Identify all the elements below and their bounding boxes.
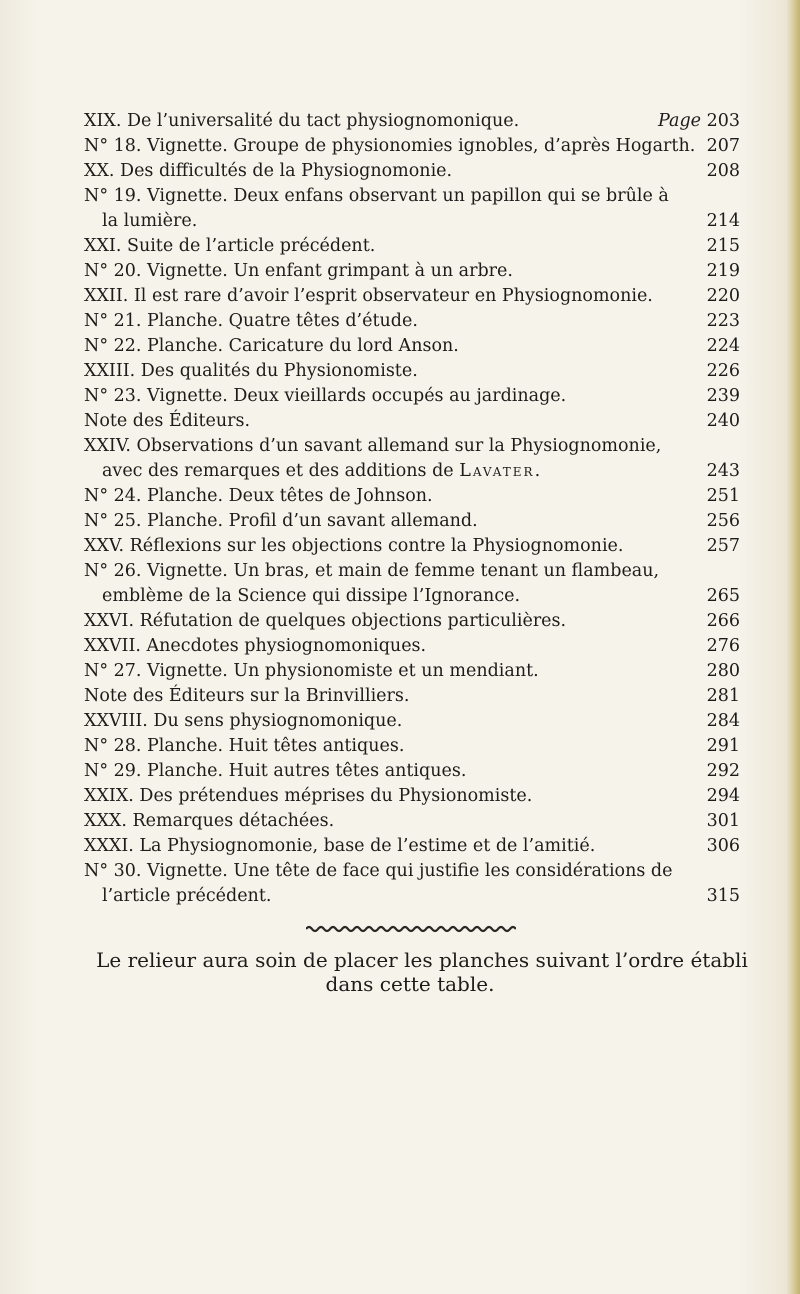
toc-entry bbox=[84, 334, 740, 359]
toc-entry bbox=[84, 284, 740, 309]
toc-entry bbox=[84, 784, 740, 809]
toc-entry-title: emblème de la Science qui dissipe l’Ignorance. bbox=[102, 586, 521, 606]
toc-entry-title bbox=[102, 459, 696, 484]
toc-entry-first-line: N° 19. Vignette. Deux enfans observant un papillon qui se brûle à bbox=[84, 186, 669, 206]
toc-entry-page: 280 bbox=[706, 661, 740, 681]
ornament-divider bbox=[306, 924, 516, 934]
toc-entry-title: XXIII. Des qualités du Physionomiste. bbox=[84, 361, 418, 381]
toc-entry-page: 284 bbox=[706, 711, 740, 731]
toc-entry bbox=[84, 359, 740, 384]
toc-entry-page: 219 bbox=[706, 261, 740, 281]
toc-entry-title: Note des Éditeurs. bbox=[84, 411, 251, 431]
toc-entry bbox=[84, 134, 740, 159]
binder-note bbox=[0, 948, 800, 996]
toc-entry-title: N° 25. Planche. Profil d’un savant allemand. bbox=[84, 511, 478, 531]
toc-entry-page: 203 bbox=[706, 111, 740, 131]
toc-entry-title: XXVI. Réfutation de quelques objections particulières. bbox=[84, 611, 567, 631]
toc-entry-page: 294 bbox=[706, 786, 740, 806]
toc-entry-title: XXVIII. Du sens physiognomonique. bbox=[84, 711, 403, 731]
toc-entry-page: 301 bbox=[706, 811, 740, 831]
toc-entry-page: 220 bbox=[706, 286, 740, 306]
toc-entry-title: N° 29. Planche. Huit autres têtes antiques. bbox=[84, 761, 467, 781]
toc-entry-title: N° 20. Vignette. Un enfant grimpant à un arbre. bbox=[84, 261, 513, 281]
author-name: Lavater. bbox=[459, 461, 543, 481]
binder-note-line1: Le relieur aura soin de placer les planches suivant l’ordre établi bbox=[96, 948, 748, 972]
toc-entry bbox=[84, 684, 740, 709]
toc-entry-title-prefix: avec des remarques et des additions de bbox=[102, 461, 460, 481]
toc-entry-first-line: N° 26. Vignette. Un bras, et main de femme tenant un flambeau, bbox=[84, 561, 660, 581]
toc-entry-title: XXX. Remarques détachées. bbox=[84, 811, 335, 831]
toc-entry-page: 257 bbox=[706, 536, 740, 556]
toc-entry bbox=[84, 259, 740, 284]
toc-entry-page: 276 bbox=[706, 636, 740, 656]
toc-entry-page: 306 bbox=[706, 836, 740, 856]
table-of-contents bbox=[84, 109, 740, 909]
toc-entry-title: XXXI. La Physiognomonie, base de l’estime et de l’amitié. bbox=[84, 836, 596, 856]
toc-entry-page: 292 bbox=[706, 761, 740, 781]
toc-entry-page: 214 bbox=[706, 211, 740, 231]
toc-entry-title: XIX. De l’universalité du tact physiognomonique. bbox=[84, 111, 520, 131]
toc-entry-page-wrap bbox=[650, 109, 740, 134]
toc-entry-page: 256 bbox=[706, 511, 740, 531]
toc-entry bbox=[84, 809, 740, 834]
toc-entry-title: la lumière. bbox=[102, 211, 198, 231]
toc-entry bbox=[84, 159, 740, 184]
toc-entry-continuation bbox=[84, 584, 740, 609]
toc-entry-page: 224 bbox=[706, 336, 740, 356]
toc-entry bbox=[84, 509, 740, 534]
toc-entry-title: N° 24. Planche. Deux têtes de Johnson. bbox=[84, 486, 433, 506]
binder-note-line2: dans cette table. bbox=[325, 972, 495, 996]
toc-entry-title: XXIX. Des prétendues méprises du Physionomiste. bbox=[84, 786, 533, 806]
toc-entry-page: 315 bbox=[706, 886, 740, 906]
toc-entry bbox=[84, 634, 740, 659]
toc-entry-continuation bbox=[84, 459, 740, 484]
toc-entry-title: N° 18. Vignette. Groupe de physionomies ignobles, d’après Hogarth. bbox=[84, 136, 696, 156]
toc-entry bbox=[84, 534, 740, 559]
toc-entry bbox=[84, 709, 740, 734]
toc-entry bbox=[84, 384, 740, 409]
toc-entry-page: 243 bbox=[706, 461, 740, 481]
toc-entry-page: 215 bbox=[706, 236, 740, 256]
toc-entry-title: XXII. Il est rare d’avoir l’esprit observateur en Physiognomonie. bbox=[84, 286, 653, 306]
toc-entry-page: 251 bbox=[706, 486, 740, 506]
toc-entry-title: N° 28. Planche. Huit têtes antiques. bbox=[84, 736, 405, 756]
toc-entry-continuation bbox=[84, 884, 740, 909]
toc-entry-page: 208 bbox=[706, 161, 740, 181]
toc-entry-continuation bbox=[84, 209, 740, 234]
toc-entry bbox=[84, 609, 740, 634]
toc-entry-page: 226 bbox=[706, 361, 740, 381]
toc-entry-title: l’article précédent. bbox=[102, 886, 272, 906]
toc-entry-title: N° 21. Planche. Quatre têtes d’étude. bbox=[84, 311, 418, 331]
toc-entry-page: 223 bbox=[706, 311, 740, 331]
toc-entry-first-line: N° 30. Vignette. Une tête de face qui justifie les considérations de bbox=[84, 861, 673, 881]
toc-entry bbox=[84, 834, 740, 859]
toc-entry bbox=[84, 109, 740, 134]
toc-entry-page: 281 bbox=[706, 686, 740, 706]
toc-entry-page: 265 bbox=[706, 586, 740, 606]
toc-entry-title: N° 22. Planche. Caricature du lord Anson. bbox=[84, 336, 459, 356]
page-edge bbox=[786, 0, 800, 1294]
toc-entry-page: 266 bbox=[706, 611, 740, 631]
toc-entry-page: 239 bbox=[706, 386, 740, 406]
toc-entry bbox=[84, 484, 740, 509]
toc-entry bbox=[84, 759, 740, 784]
toc-entry-title: N° 27. Vignette. Un physionomiste et un mendiant. bbox=[84, 661, 539, 681]
toc-entry-page: 207 bbox=[706, 136, 740, 156]
toc-entry bbox=[84, 234, 740, 259]
toc-entry bbox=[84, 734, 740, 759]
toc-entry-page: 291 bbox=[706, 736, 740, 756]
toc-entry bbox=[84, 409, 740, 434]
page-label: Page bbox=[658, 111, 702, 131]
toc-entry-title: N° 23. Vignette. Deux vieillards occupés au jardinage. bbox=[84, 386, 567, 406]
toc-entry-title: XX. Des difficultés de la Physiognomonie. bbox=[84, 161, 453, 181]
toc-entry-title: Note des Éditeurs sur la Brinvilliers. bbox=[84, 686, 410, 706]
toc-entry bbox=[84, 309, 740, 334]
toc-entry-title: XXV. Réflexions sur les objections contre la Physiognomonie. bbox=[84, 536, 624, 556]
toc-entry bbox=[84, 659, 740, 684]
toc-entry-title: XXI. Suite de l’article précédent. bbox=[84, 236, 376, 256]
toc-entry-first-line: XXIV. Observations d’un savant allemand sur la Physiognomonie, bbox=[84, 436, 662, 456]
toc-entry-page: 240 bbox=[706, 411, 740, 431]
toc-entry-title: XXVII. Anecdotes physiognomoniques. bbox=[84, 636, 427, 656]
